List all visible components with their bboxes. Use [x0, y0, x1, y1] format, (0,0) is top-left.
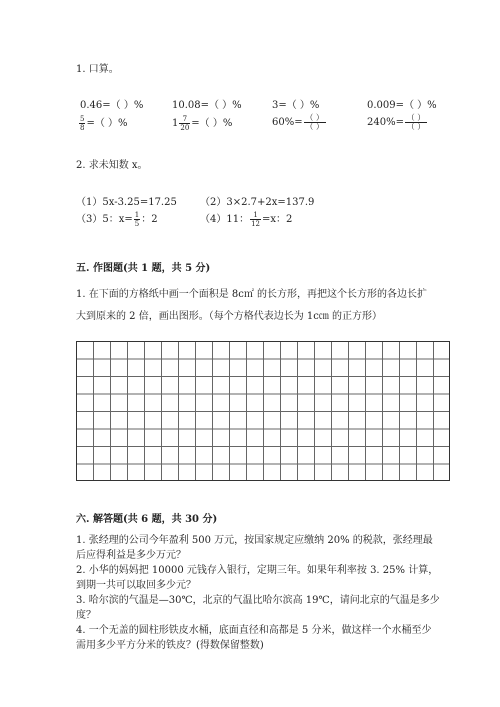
calc-item: 3=（ ）% — [272, 100, 320, 111]
calc-item-fraction: $\frac{5}{8}$ =（ ）% — [80, 115, 128, 132]
calc-item-percent-to-fraction: 60%= $\frac{( )}{( )}$ — [272, 113, 324, 131]
fraction: $\frac{1}{5}$ — [134, 211, 140, 228]
section-1-title: 1. 口算。 — [76, 64, 119, 75]
equation-item: （2）3×2.7+2x=137.9 — [200, 197, 315, 208]
drawing-question-line-2: 大到原来的 2 倍，画出图形。（每个方格代表边长为 1c㎝ 的正方形） — [76, 311, 383, 322]
equation-item: （4）11： $\frac{1}{12}$ =x：2 — [200, 211, 293, 228]
word-problem-4: 4. 一个无盖的圆柱形铁皮水桶，底面直径和高都是 5 分米，做这样一个水桶至少需用多少平方分米的铁皮？(得数保留整数) — [76, 625, 432, 651]
equation-item: （3）5：x= $\frac{1}{5}$ ：2 — [76, 211, 158, 228]
word-problem-2: 2. 小华的妈妈把 10000 元钱存入银行，定期三年。如果年利率按 3. 25% 计算，到期一共可以取回多少元？ — [76, 565, 439, 591]
calc-item: 0.009=（ ）% — [367, 100, 437, 111]
section-2-title: 2. 求未知数 x。 — [76, 160, 148, 171]
calc-item: 10.08=（ ）% — [172, 100, 242, 111]
blank-fraction: $\frac{( )}{( )}$ — [406, 113, 426, 131]
fraction: $\frac{1}{12}$ — [251, 211, 261, 228]
equation-item: （1）5x-3.25=17.25 — [76, 197, 177, 208]
calc-item: 0.46=（ ）% — [80, 100, 144, 111]
drawing-question-line-1: 1. 在下面的方格纸中画一个面积是 8c㎡ 的长方形，再把这个长方形的各边长扩 — [76, 289, 428, 300]
word-problem-1: 1. 张经理的公司今年盈利 500 万元，按国家规定应缴纳 20% 的税款，张经理最后应得利益是多少万元？ — [76, 535, 433, 561]
calc-item-percent-to-fraction: 240%= $\frac{( )}{( )}$ — [367, 113, 426, 131]
fraction: $\frac{7}{20}$ — [180, 115, 190, 132]
fraction: $\frac{5}{8}$ — [80, 115, 85, 132]
grid-paper[interactable] — [76, 341, 450, 481]
calc-item-mixed-fraction: 1 $\frac{7}{20}$ =（ ）% — [172, 115, 233, 132]
blank-fraction: $\frac{( )}{( )}$ — [305, 113, 324, 131]
section-5-heading: 五. 作图题(共 1 题，共 5 分) — [76, 263, 211, 274]
word-problem-3: 3. 哈尔滨的气温是—30℃，北京的气温比哈尔滨高 19℃，请问北京的气温是多少度？ — [76, 595, 440, 621]
section-6-heading: 六. 解答题(共 6 题，共 30 分) — [76, 514, 218, 525]
